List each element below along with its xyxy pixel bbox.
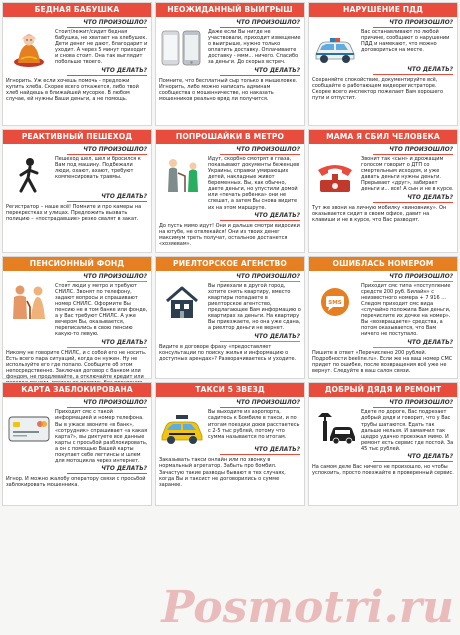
what-to-do-label: ЧТО ДЕЛАТЬ? (254, 333, 300, 340)
what-to-do-label: ЧТО ДЕЛАТЬ? (407, 454, 453, 461)
house-icon (159, 283, 205, 321)
what-to-do-text: Пишите в ответ «Перечислено 200 рублей. Подробности beeline.ru». Если же на ваш номер СМС придет по ошибке, после возвращения всё уже не вернут. Следуйте в ваш салон связи. (312, 349, 453, 374)
scam-card (2, 2, 152, 126)
taxi-icon (159, 409, 205, 447)
scam-card (155, 256, 305, 380)
what-happened-text: Пешеход шел, шел и бросился к Вам под машину. Подбежали люди, охают, ахают, требуют компенсировать травмы. (55, 155, 141, 181)
card-title: НЕОЖИДАННЫЙ ВЫИГРЫШ (156, 3, 304, 17)
what-happened-text: Едете по дороге, Вас подрезает добрый дядя и говорит, что у Вас трубы шатаются. Едать так дальше нельзя. И замаячил так щедро удачно проезжал мимо. И ремонт есть сервис где постой. За 45 тыс рублей. (361, 409, 454, 452)
divider (373, 154, 453, 155)
elderly-couple-icon (6, 283, 52, 321)
scam-card (308, 2, 458, 126)
divider (220, 220, 300, 221)
divider (373, 347, 453, 348)
what-happened-text: Вас останавливают по любой причине, сообщают о нарушении ПДД и намекают, что можно договориться на месте. (361, 29, 450, 54)
divider (373, 202, 453, 203)
what-to-do-label: ЧТО ДЕЛАТЬ? (101, 466, 147, 473)
beggars-icon (159, 156, 205, 194)
what-happened-label: ЧТО ПРОИЗОШЛО? (389, 20, 453, 26)
card-title: БЕДНАЯ БАБУШКА (3, 3, 151, 17)
what-to-do-text: Сохраняйте спокойствие, документируйте всё, сообщайте о работающем видеорегистраторе. Скорее всего инспектор пожелает Вам хорошего пути и отпустит. (312, 77, 444, 102)
what-to-do-text: Никому не говорите СНИЛС, и с собой его не носить. Есть всего пара ситуаций, когда он нужен. Ну не используйте его где попало. Сообщите об этом непосредственно. Заключая договор с банком или фондом, не продлевайте, а отключайте кредит или (6, 349, 147, 380)
what-happened-text: Приходит смс с такой информацией и номер телефона. Вы в ужасе звоните «в банк», «сотрудник» спрашивает «а какая карта?», вы диктуете все данные карты с просьбой разблокировать, а он с помощью Вашей карты покупает себе леггинсы и шлем для мотоцикла через интернет. (55, 409, 148, 465)
card-title: РИЕЛТОРСКОЕ АГЕНСТВО (156, 257, 304, 271)
police-car-icon (312, 29, 358, 67)
divider (67, 154, 147, 155)
divider (373, 407, 453, 408)
divider (220, 154, 300, 155)
what-happened-label: ЧТО ПРОИЗОШЛО? (83, 400, 147, 407)
card-title: ПЕНСИОННЫЙ ФОНД (3, 257, 151, 271)
what-to-do-label: ЧТО ДЕЛАТЬ? (254, 447, 300, 454)
what-happened-text: Вы выходите из аэропорта, садитесь к Бомбиле в такси, и по итогам поездки доюв расстаетесь с 2-5 тыс рублей, потому что сумма называется по итогам. (208, 409, 300, 440)
what-happened-label: ЧТО ПРОИЗОШЛО? (389, 273, 453, 280)
what-to-do-text: Игнорить. Уж если хочешь помочь - предложи купить хлеба. Скорее всего откажется, либо твой хлеб найдешь в ближайшей мусорке. В любом случае, ей нужны Ваши деньги, а не помощь. (6, 78, 139, 103)
scam-card (308, 382, 458, 506)
card-title: ДОБРЫЙ ДЯДЯ И РЕМОНТ (309, 383, 457, 397)
phone-icon (312, 156, 358, 194)
card-title: КАРТА ЗАБЛОКИРОВАНА (3, 383, 151, 397)
what-to-do-label: ЧТО ДЕЛАТЬ? (101, 339, 147, 346)
what-to-do-label: ЧТО ДЕЛАТЬ? (407, 339, 453, 346)
what-happened-label: ЧТО ПРОИЗОШЛО? (83, 146, 147, 153)
divider (220, 407, 300, 408)
divider (373, 281, 453, 282)
what-happened-label: ЧТО ПРОИЗОШЛО? (236, 400, 300, 407)
smartphone-icon (159, 29, 205, 67)
what-happened-label: ЧТО ПРОИЗОШЛО? (83, 273, 147, 280)
what-to-do-label: ЧТО ДЕЛАТЬ? (254, 68, 300, 74)
what-to-do-text: На самом деле Вас ничего не произошло, но чтобы успокоить, просто поезжайте в проверенный сервис. (312, 464, 454, 477)
what-happened-label: ЧТО ПРОИЗОШЛО? (236, 20, 300, 26)
scam-card (308, 256, 458, 380)
card-title: РЕАКТИВНЫЙ ПЕШЕХОД (3, 130, 151, 144)
what-happened-text: Даже если Вы нигде не участвовали, приходит извещение о выигрыше, нужно только оплатить доставку. Оплачиваете доставку - ммм... ничего. Спасибо за деньги. До скорых встреч. (208, 29, 301, 66)
what-happened-label: ЧТО ПРОИЗОШЛО? (236, 146, 300, 153)
what-to-do-label: ЧТО ДЕЛАТЬ? (101, 68, 147, 74)
what-to-do-text: Заказывать такси онлайн или по звонку в нормальный агрегатор. Забыть про бомбил. Зачастую такие разводы бывают в тех случаях, когда Вы и таксист не договорились о сумме заранее. (159, 457, 286, 488)
what-to-do-label: ЧТО ДЕЛАТЬ? (254, 212, 300, 219)
card-title: ТАКСИ 5 ЗВЕЗД (156, 383, 304, 397)
what-happened-text: Стоит/лежит/сидит бедная бабушка, не хватает на хлебушек. Дети денег не дают, благодарит и уходит. А через 5 минут приходит и снова стоит. Она так выглядит побольше твоего. (55, 29, 148, 66)
what-to-do-text: Помните, что бесплатный сыр только в мышеловке. Игнорить, либо можно написать админам сообщества о мошенничестве, но наказать мошенников реально вряд ли получится. (159, 78, 298, 103)
scam-card (155, 382, 305, 506)
svg-text:SMS: SMS (328, 299, 342, 306)
what-happened-label: ЧТО ПРОИЗОШЛО? (236, 273, 300, 280)
divider (220, 281, 300, 282)
scam-card (2, 382, 152, 506)
card-title: ПОПРОШАЙКИ В МЕТРО (156, 130, 304, 144)
divider (373, 74, 453, 75)
pedestrian-icon (6, 156, 52, 194)
car-repair-icon (312, 409, 358, 447)
what-to-do-text: Регистратор – наше всё! Помните и про камеры на перекрестках и улицах. Предложить вызвать полицию – «пострадавшие» резко свалят в закат. (6, 203, 142, 222)
scam-card (2, 256, 152, 380)
divider (67, 201, 147, 202)
scam-card (2, 129, 152, 253)
watermark-logo: Posmotri.ru (161, 582, 454, 633)
what-to-do-text: Видите в договоре фразу «предоставляет консультации по поиску жилья и информацию о доступных арендах»? Разворачиваетесь и уходите. (159, 343, 297, 362)
what-to-do-text: Игнор. И можно жалобу оператору связи с просьбой заблокировать мошенника. (6, 476, 146, 489)
divider (220, 75, 300, 76)
what-to-do-label: ЧТО ДЕЛАТЬ? (407, 194, 453, 201)
old-woman-icon (6, 29, 52, 67)
what-happened-label: ЧТО ПРОИЗОШЛО? (389, 146, 453, 153)
what-to-do-text: Тут же звони на личную мобилку «виновнику». Он оказывается сидит в своем офисе, давит на клавиши и не в курсе, что Вас разводят. (312, 204, 447, 223)
what-to-do-text: До пусть мимо идут! Они и дальше смотри видосики на ютубе, не отвлекайся! Они из твоих денег максимум треть получат, остальное достанется «хозяевам». (159, 222, 300, 248)
card-title: НАРУШЕНИЕ ПДД (309, 3, 457, 17)
what-happened-text: Вы приехали в другой город, хотите снять квартиру, вместо квартиры попадаете в риелторское агентство, предлагающее Вам информацию о квартирах за деньги. На квартиру Вы приезжаете, но она уже сдана, а риелтор деньги не вернет. (208, 282, 301, 332)
divider (220, 341, 300, 342)
scam-card (155, 129, 305, 253)
what-happened-label: ЧТО ПРОИЗОШЛО? (83, 20, 147, 26)
what-happened-text: Идут, скорбно смотрят в глаза, показывают документы беженцев Украины, справки умирающих детей, накладные живот беременных. Вы, как обычно, даете деньги, но упустили домой или «печать ребенка» они не спешат, а затем Вы снова видите их на этом маршруте. (208, 155, 300, 211)
divider (373, 461, 453, 462)
what-happened-text: Звонит так «сын» и дрожащим голосом говорит о ДТП со смертельным исходом, и уже давать деньги нужны деньги. Прерывает «друг», забирает деньги и... все! А сын и не в курсе. (361, 155, 454, 193)
divider (67, 281, 147, 282)
divider (220, 454, 300, 455)
what-to-do-label: ЧТО ДЕЛАТЬ? (101, 193, 147, 200)
divider (67, 75, 147, 76)
card-title: ОШИБЛАСЬ НОМЕРОМ (309, 257, 457, 271)
what-happened-text: Приходит смс типа «поступление средств 200 руб. Билайн» с неизвестного номера + 7 916 ... Следом приходит смс вида «случайно положила Вам деньги, перечислите их дочке на номер». Вы «возвращаете» средства, а потом оказывается, что Вам ничего не поступало. (361, 282, 451, 338)
divider (67, 27, 147, 28)
what-to-do-label: ЧТО ДЕЛАТЬ? (407, 67, 453, 73)
divider (67, 473, 147, 474)
scam-card (155, 2, 305, 126)
what-happened-text: Стоят люди у метро и требуют СНИЛС. Звонят по телефону, задают вопросы и спрашивают номер СНИЛС. Оформите Вы пенсию не в том банке или фонде, а у Вас требуют СНИЛС. А уже вечером Вы, оказывается, переписались в свою пенсию какую-то левую. (55, 282, 148, 338)
divider (67, 347, 147, 348)
bank-card-icon (6, 409, 52, 447)
what-happened-label: ЧТО ПРОИЗОШЛО? (389, 400, 453, 407)
scam-card (308, 129, 458, 253)
scam-cards-grid (2, 2, 458, 633)
sms-icon (312, 283, 358, 321)
divider (373, 27, 453, 28)
divider (220, 27, 300, 28)
card-title: МАМА Я СБИЛ ЧЕЛОВЕКА (309, 130, 457, 144)
